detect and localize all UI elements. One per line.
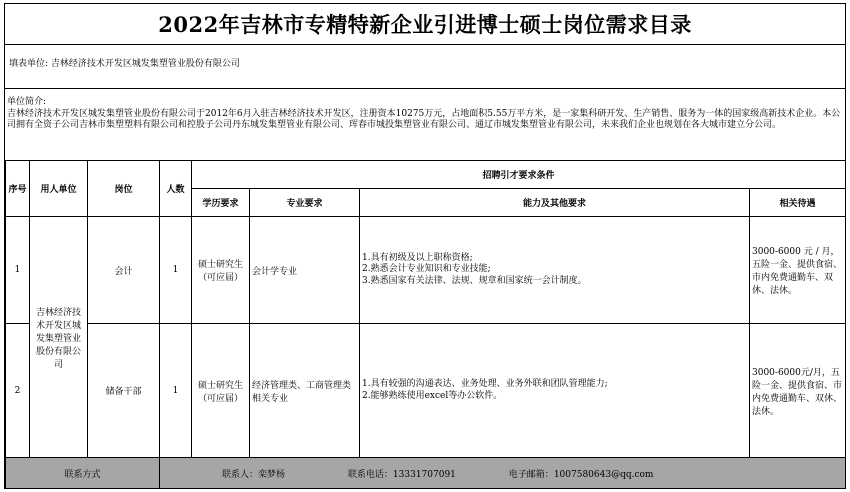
contact-phone-label: 联系电话：	[347, 469, 393, 480]
header-conditions: 招聘引才要求条件	[192, 161, 846, 189]
contact-info	[160, 458, 846, 489]
recruitment-sheet	[4, 3, 846, 489]
row-benefits: 3000-6000元/月，五险一金、提供食宿、市内免费通勤车、双休、法休。	[750, 324, 846, 458]
contact-email-label: 电子邮箱：	[508, 469, 554, 480]
employer-cell: 吉林经济技术开发区城发集塑管业股份有限公司	[30, 217, 88, 458]
header-education: 学历要求	[192, 189, 250, 217]
table-row	[6, 324, 846, 458]
ability-line: 1.具有较强的沟通表达、业务处理、业务外联和团队管理能力;	[362, 379, 608, 389]
divider	[5, 88, 845, 89]
header-benefits: 相关待遇	[750, 189, 846, 217]
contact-email-value: 1007580643@qq.com	[553, 469, 654, 480]
contact-person	[222, 467, 285, 480]
filler-unit-row	[7, 46, 837, 90]
contact-person-value: 栾梦杨	[258, 469, 286, 480]
filler-value: 吉林经济技术开发区城发集塑管业股份有限公司	[50, 59, 240, 69]
ability-line: 2.熟悉会计专业知识和专业技能;	[362, 264, 491, 275]
divider	[5, 44, 845, 45]
row-ability	[360, 324, 750, 458]
header-ability: 能力及其他要求	[360, 189, 750, 217]
contact-email	[509, 467, 654, 480]
header-count: 人数	[160, 161, 192, 217]
intro-label: 单位简介:	[7, 97, 47, 107]
row-position: 储备干部	[88, 324, 160, 458]
company-intro	[7, 97, 841, 132]
row-count: 1	[160, 217, 192, 324]
row-education: 硕士研究生（可应届）	[192, 324, 250, 458]
contact-phone	[348, 467, 456, 480]
row-major: 会计学专业	[250, 217, 360, 324]
contact-person-label: 联系人：	[222, 469, 259, 480]
header-position: 岗位	[88, 161, 160, 217]
intro-text: 吉林经济技术开发区城发集塑管业股份有限公司于2012年6月入驻吉林经济技术开发区，注册资本10275万元，占地面积5.55万平方米，是一家集科研开发、生产销售、服务为一体的国家级高新技术企业。本公司拥有全资子公司吉林市集塑塑料有限公司和控股子公司丹东城发集塑管业有限公司、珲春市城投集塑管业有限公司、通辽市城发集塑管业有限公司，未来我们企业也规划在各大城市建立分公司。	[7, 108, 841, 130]
ability-line: 2.能够熟练使用excel等办公软件。	[362, 390, 503, 401]
filler-label: 填表单位:	[9, 59, 49, 69]
row-major: 经济管理类、工商管理类相关专业	[250, 324, 360, 458]
ability-line: 3.熟悉国家有关法律、法规、规章和国家统一会计制度。	[362, 275, 587, 286]
row-ability	[360, 217, 750, 324]
table-row	[6, 217, 846, 324]
contact-row	[6, 458, 846, 489]
row-seq: 1	[6, 217, 30, 324]
document-title: 2022年吉林市专精特新企业引进博士硕士岗位需求目录	[158, 12, 692, 37]
contact-label: 联系方式	[6, 458, 160, 489]
ability-line: 1.具有初级及以上职称资格;	[362, 252, 473, 263]
row-count: 1	[160, 324, 192, 458]
position-table	[5, 160, 846, 489]
header-major: 专业要求	[250, 189, 360, 217]
row-benefits: 3000-6000 元 / 月， 五险一金、提供食宿、市内免费通勤车、双休、法休。	[750, 217, 846, 324]
row-education: 硕士研究生（可应届）	[192, 217, 250, 324]
header-unit: 用人单位	[30, 161, 88, 217]
contact-phone-value: 13331707091	[392, 469, 456, 480]
row-seq: 2	[6, 324, 30, 458]
row-position: 会计	[88, 217, 160, 324]
header-seq: 序号	[6, 161, 30, 217]
